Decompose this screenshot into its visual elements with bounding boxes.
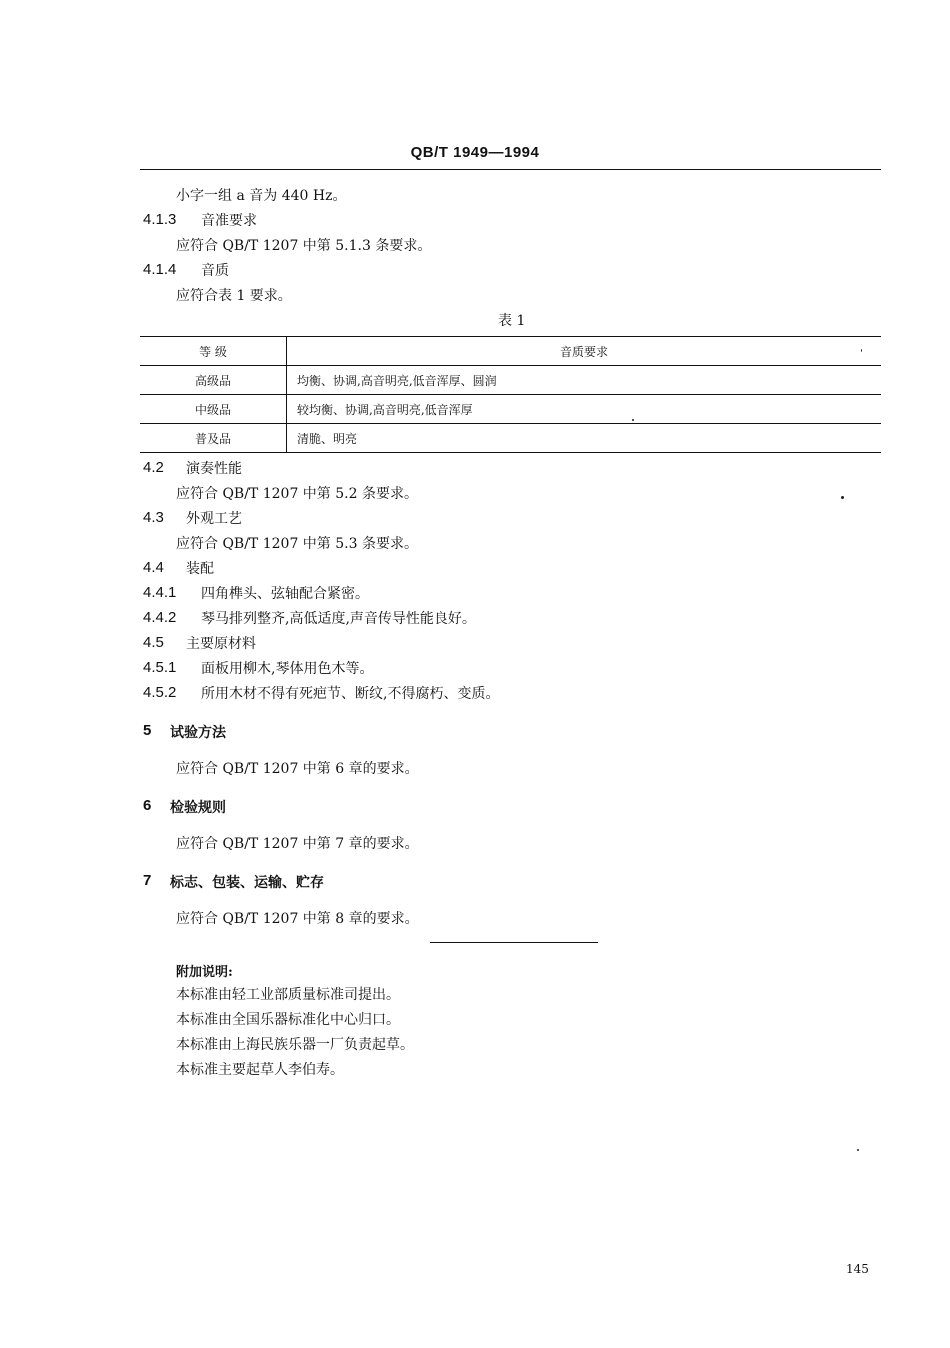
- section-number-4-4: 4.4: [143, 559, 164, 576]
- table-cell-requirement: 较均衡、协调,高音明亮,低音浑厚: [287, 395, 882, 424]
- section-text-4-5-1: 面板用柳木,琴体用色木等。: [201, 661, 374, 677]
- section-number-4-4-1: 4.4.1: [143, 584, 177, 601]
- section-number-4-1-3: 4.1.3: [143, 211, 177, 228]
- section-text-4-5-2: 所用木材不得有死疤节、断纹,不得腐朽、变质。: [201, 686, 500, 702]
- section-number-4-3: 4.3: [143, 509, 164, 526]
- appendix-line: 本标准由全国乐器标准化中心归口。: [176, 1012, 400, 1028]
- document-code: QB/T 1949—1994: [410, 144, 540, 161]
- table-header-grade: 等 级: [140, 337, 287, 366]
- section-body-4-1-4: 应符合表 1 要求。: [176, 288, 292, 304]
- table-row: [140, 424, 881, 453]
- section-body-4-1-3: 应符合 QB/T 1207 中第 5.1.3 条要求。: [176, 238, 432, 254]
- section-body-5: 应符合 QB/T 1207 中第 6 章的要求。: [176, 761, 419, 777]
- appendix-line: 本标准主要起草人李伯寿。: [176, 1062, 344, 1078]
- scan-speck: [857, 1149, 859, 1151]
- scan-speck: [841, 496, 844, 499]
- section-title-4-5: 主要原材料: [186, 636, 256, 652]
- table-header-requirement: 音质要求: [287, 337, 882, 366]
- header-rule: [140, 169, 881, 170]
- section-body-4-2: 应符合 QB/T 1207 中第 5.2 条要求。: [176, 486, 418, 502]
- section-number-4-2: 4.2: [143, 459, 164, 476]
- section-title-4-1-3: 音准要求: [201, 213, 257, 229]
- section-title-6: 检验规则: [170, 800, 226, 816]
- table-cell-grade: 高级品: [140, 366, 287, 395]
- page-number: 145: [846, 1262, 869, 1276]
- section-number-4-1-4: 4.1.4: [143, 261, 177, 278]
- section-title-7: 标志、包装、运输、贮存: [170, 875, 324, 891]
- section-text-4-4-2: 琴马排列整齐,高低适度,声音传导性能良好。: [201, 611, 476, 627]
- section-body-6: 应符合 QB/T 1207 中第 7 章的要求。: [176, 836, 419, 852]
- table-cell-requirement: 均衡、协调,高音明亮,低音浑厚、圆润: [287, 366, 882, 395]
- section-number-4-4-2: 4.4.2: [143, 609, 177, 626]
- sound-quality-table: [140, 336, 881, 453]
- table-row: [140, 366, 881, 395]
- appendix-line: 本标准由上海民族乐器一厂负责起草。: [176, 1037, 414, 1053]
- section-number-5: 5: [143, 722, 152, 739]
- section-number-4-5-1: 4.5.1: [143, 659, 177, 676]
- end-rule: [430, 942, 598, 943]
- section-title-5: 试验方法: [170, 725, 226, 741]
- section-number-6: 6: [143, 797, 152, 814]
- scan-speck: [861, 349, 862, 352]
- section-title-4-2: 演奏性能: [186, 461, 242, 477]
- table-cell-grade: 普及品: [140, 424, 287, 453]
- section-title-4-1-4: 音质: [201, 263, 229, 279]
- table-row: [140, 395, 881, 424]
- section-number-4-5-2: 4.5.2: [143, 684, 177, 701]
- scan-speck: [632, 419, 634, 421]
- section-body-7: 应符合 QB/T 1207 中第 8 章的要求。: [176, 911, 419, 927]
- section-title-4-3: 外观工艺: [186, 511, 242, 527]
- section-number-7: 7: [143, 872, 152, 889]
- paragraph-a-tone: 小字一组 a 音为 440 Hz。: [176, 188, 347, 204]
- table-cell-grade: 中级品: [140, 395, 287, 424]
- section-text-4-4-1: 四角榫头、弦轴配合紧密。: [201, 586, 369, 602]
- appendix-line: 本标准由轻工业部质量标准司提出。: [176, 987, 400, 1003]
- table-cell-requirement: 清脆、明亮: [287, 424, 882, 453]
- section-number-4-5: 4.5: [143, 634, 164, 651]
- section-title-4-4: 装配: [186, 561, 214, 577]
- appendix-title: 附加说明:: [176, 965, 233, 980]
- table-header-row: [140, 337, 881, 366]
- section-body-4-3: 应符合 QB/T 1207 中第 5.3 条要求。: [176, 536, 418, 552]
- table-caption: 表 1: [498, 313, 526, 329]
